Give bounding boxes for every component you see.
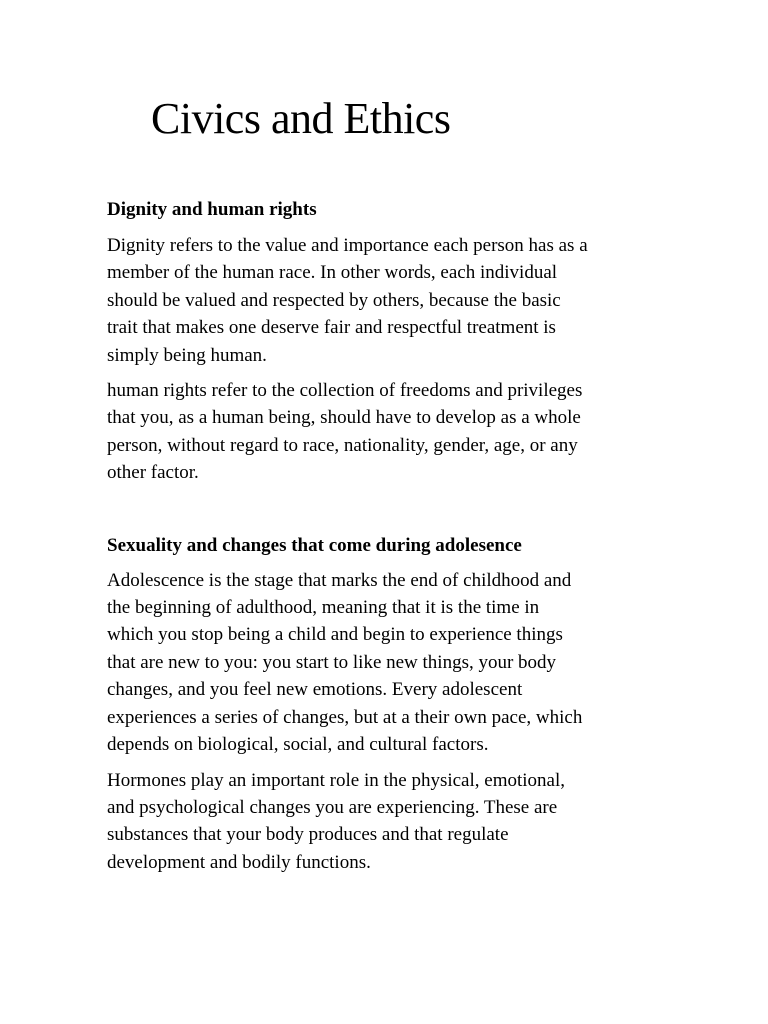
text-line: experiences a series of changes, but at a their own pace, which <box>107 706 583 728</box>
text-line: Adolescence is the stage that marks the end of childhood and <box>107 569 572 591</box>
text-line: and psychological changes you are experiencing. These are <box>107 796 558 818</box>
paragraph-human-rights <box>107 377 663 487</box>
text-line: depends on biological, social, and cultural factors. <box>107 734 489 756</box>
section-heading: Sexuality and changes that come during adolesence <box>107 534 522 556</box>
document-body <box>107 196 663 876</box>
text-line: should be valued and respected by others, because the basic <box>107 289 561 311</box>
text-line: that are new to you: you start to like new things, your body <box>107 651 557 673</box>
paragraph-hormones <box>107 767 663 877</box>
section-dignity-human-rights <box>107 196 663 487</box>
paragraph-adolescence <box>107 567 663 759</box>
text-line: Hormones play an important role in the physical, emotional, <box>107 769 566 791</box>
section-sexuality-adolescence <box>107 532 663 876</box>
section-heading: Dignity and human rights <box>107 199 317 220</box>
text-line: Dignity refers to the value and importance each person has as a <box>107 235 588 256</box>
text-line: which you stop being a child and begin to experience things <box>107 624 563 646</box>
text-line: substances that your body produces and that regulate <box>107 824 509 846</box>
text-line: member of the human race. In other words, each individual <box>107 262 558 284</box>
text-line: that you, as a human being, should have to develop as a whole <box>107 407 581 429</box>
text-line: trait that makes one deserve fair and respectful treatment is <box>107 317 556 339</box>
text-line: person, without regard to race, nationality, gender, age, or any <box>107 434 578 456</box>
text-line: human rights refer to the collection of freedoms and privileges <box>107 380 583 402</box>
text-line: simply being human. <box>107 344 267 366</box>
text-line: changes, and you feel new emotions. Every adolescent <box>107 679 523 701</box>
document-title: Civics and Ethics <box>151 94 451 143</box>
text-line: other factor. <box>107 462 199 484</box>
text-line: development and bodily functions. <box>107 851 371 873</box>
text-line: the beginning of adulthood, meaning that it is the time in <box>107 597 540 619</box>
paragraph-dignity <box>107 232 663 369</box>
